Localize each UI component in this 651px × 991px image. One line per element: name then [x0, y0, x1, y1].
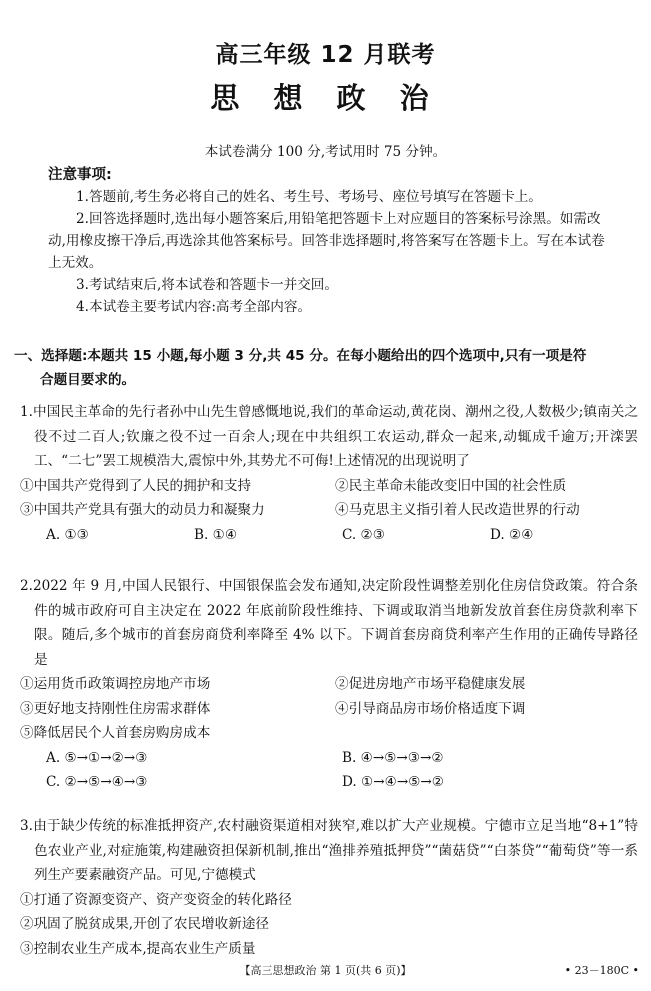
statement-option: ①中国共产党得到了人民的拥护和支持	[20, 477, 252, 494]
subject-title: 思 想 政 治	[210, 81, 441, 115]
statement-option: ③中国共产党具有强大的动员力和凝聚力	[20, 502, 265, 518]
answer-choices	[20, 770, 638, 795]
option-row	[20, 672, 638, 697]
answer-choices	[20, 523, 638, 548]
notice-list	[48, 186, 608, 318]
answer-choice-d: D. ①→④→⑤→②	[342, 774, 444, 790]
exam-title: 高三年级 12 月联考	[215, 42, 436, 68]
section-heading	[14, 344, 638, 392]
answer-choice-c: C. ②→⑤→④→③	[46, 774, 148, 790]
answer-choice-c: C. ②③	[342, 526, 385, 543]
statement-option: ⑤降低居民个人首套房购房成本	[20, 725, 211, 741]
option-row	[20, 697, 638, 722]
statement-option: ②民主革命未能改变旧中国的社会性质	[335, 477, 567, 494]
statement-option: ①运用货币政策调控房地产市场	[20, 676, 211, 692]
notice-item: 2.回答选择题时,选出每小题答案后,用铅笔把答题卡上对应题目的答案标号涂黑。如需改动,用橡皮擦干净后,再选涂其他答案标号。回答非选择题时,将答案写在答题卡上。写在本试卷上无效。	[48, 211, 605, 271]
section-line: 合题目要求的。	[40, 372, 136, 388]
statement-option: ④马克思主义指引着人民改造世界的行动	[335, 502, 580, 518]
notice-item: 4.本试卷主要考试内容:高考全部内容。	[76, 299, 312, 315]
exam-meta: 本试卷满分 100 分,考试用时 75 分钟。	[204, 144, 447, 160]
option-row	[20, 474, 638, 499]
answer-choice-b: B. ④→⑤→③→②	[342, 749, 444, 766]
question-stem: 2.2022 年 9 月,中国人民银行、中国银保监会发布通知,决定阶段性调整差别化住房信贷政策。符合条件的城市政府可自主决定在 2022 年底前阶段性维持、下调或取消当地新发放首套住房贷款利率下限。随后,多个城市的首套房商贷利率降至 4% 以下。下调首套房商贷利率产生作用的正确传导路径是	[20, 578, 638, 668]
section-line: 一、选择题:本题共 15 小题,每小题 3 分,共 45 分。在每小题给出的四个选项中,只有一项是符	[14, 348, 587, 364]
statement-option: ①打通了资源变资产、资产变资金的转化路径	[20, 891, 292, 908]
answer-choice-d: D. ②④	[490, 526, 534, 543]
footer-page-info: 【高三思想政治 第 1 页(共 6 页)】	[239, 964, 412, 977]
notice-heading: 注意事项:	[48, 167, 112, 183]
statement-option: ②促进房地产市场平稳健康发展	[335, 676, 526, 692]
statement-option: ③更好地支持刚性住房需求群体	[20, 700, 211, 717]
question-3	[20, 814, 638, 961]
answer-choices	[20, 746, 638, 771]
statement-option: ④引导商品房市场价格适度下调	[335, 700, 526, 717]
answer-choice-a: A. ⑤→①→②→③	[46, 749, 148, 766]
question-1	[20, 400, 638, 547]
notice-item: 3.考试结束后,将本试卷和答题卡一并交回。	[76, 277, 338, 293]
footer-code: • 23－180C •	[564, 964, 639, 977]
answer-choice-a: A. ①③	[46, 526, 89, 543]
option-row	[20, 498, 638, 523]
answer-choice-b: B. ①④	[194, 526, 238, 543]
statement-option: ③控制农业生产成本,提高农业生产质量	[20, 940, 256, 957]
question-stem: 3.由于缺少传统的标准抵押资产,农村融资渠道相对狭窄,难以扩大产业规模。宁德市立足当地“8+1”特色农业产业,对症施策,构建融资担保新机制,推出“渔排养殖抵押贷”“菌菇贷”“白茶贷”“葡萄贷”等一系列生产要素融资产品。可见,宁德模式	[20, 818, 638, 883]
question-2	[20, 574, 638, 795]
notice-item: 1.答题前,考生务必将自己的姓名、考生号、考场号、座位号填写在答题卡上。	[76, 189, 542, 205]
question-stem: 1.中国民主革命的先行者孙中山先生曾感慨地说,我们的革命运动,黄花岗、潮州之役,人数极少;镇南关之役不过二百人;钦廉之役不过一百余人;现在中共组织工农运动,群众一起来,动辄成千逾万;开滦罢工、“二七”罢工规模浩大,震惊中外,其势尤不可侮!上述情况的出现说明了	[20, 404, 638, 469]
statement-option: ②巩固了脱贫成果,开创了农民增收新途径	[20, 916, 270, 932]
